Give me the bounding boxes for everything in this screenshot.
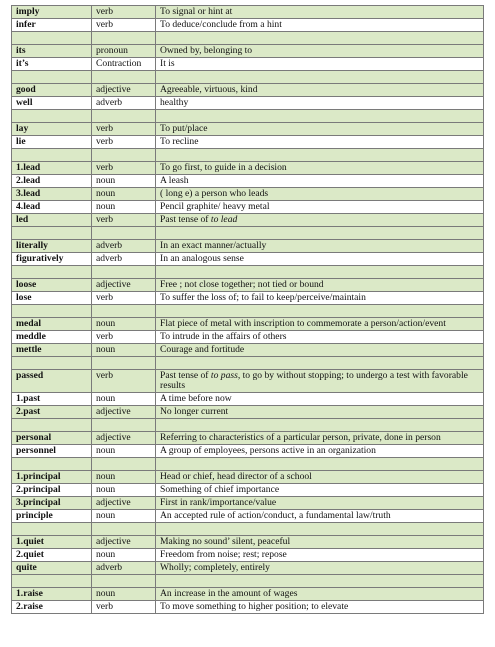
table-row — [12, 549, 484, 562]
part-of-speech-cell: adjective — [92, 406, 156, 419]
part-of-speech-cell: noun — [92, 201, 156, 214]
word-cell: medal — [12, 318, 92, 331]
definition-cell — [156, 97, 484, 110]
word-cell: well — [12, 97, 92, 110]
spacer-cell — [92, 575, 156, 588]
word-cell: 1.lead — [12, 162, 92, 175]
spacer-row — [12, 32, 484, 45]
part-of-speech-cell: noun — [92, 445, 156, 458]
spacer-cell — [12, 71, 92, 84]
part-of-speech-cell: verb — [92, 6, 156, 19]
part-of-speech-cell: noun — [92, 393, 156, 406]
table-row — [12, 201, 484, 214]
definition-text: A leash — [160, 175, 189, 186]
part-of-speech-cell: noun — [92, 510, 156, 523]
word-cell: good — [12, 84, 92, 97]
part-of-speech-cell: verb — [92, 123, 156, 136]
definition-text: It is — [160, 58, 175, 69]
word-cell: quite — [12, 562, 92, 575]
table-row — [12, 84, 484, 97]
word-cell: lay — [12, 123, 92, 136]
definition-text: Free ; not close together; not tied or bound — [160, 279, 324, 290]
part-of-speech-cell: verb — [92, 292, 156, 305]
definition-text: To signal or hint at — [160, 6, 233, 17]
spacer-row — [12, 305, 484, 318]
definition-cell — [156, 240, 484, 253]
definition-text: An accepted rule of action/conduct, a fundamental law/truth — [160, 510, 391, 521]
spacer-cell — [12, 357, 92, 370]
table-row — [12, 188, 484, 201]
part-of-speech-cell: noun — [92, 318, 156, 331]
definition-cell — [156, 253, 484, 266]
definition-text: To put/place — [160, 123, 208, 134]
spacer-row — [12, 227, 484, 240]
table-row — [12, 406, 484, 419]
part-of-speech-cell: adjective — [92, 279, 156, 292]
definition-cell — [156, 393, 484, 406]
spacer-cell — [92, 458, 156, 471]
spacer-cell — [156, 266, 484, 279]
definition-text: A group of employees, persons active in an organization — [160, 445, 376, 456]
spacer-cell — [92, 357, 156, 370]
word-cell: meddle — [12, 331, 92, 344]
definition-text: Referring to characteristics of a particular person, private, done in person — [160, 432, 441, 443]
definition-cell — [156, 445, 484, 458]
spacer-cell — [156, 575, 484, 588]
part-of-speech-cell: noun — [92, 484, 156, 497]
table-row — [12, 588, 484, 601]
definition-cell — [156, 370, 484, 393]
spacer-cell — [92, 305, 156, 318]
definition-text: A time before now — [160, 393, 232, 404]
spacer-cell — [156, 227, 484, 240]
spacer-cell — [92, 71, 156, 84]
spacer-row — [12, 357, 484, 370]
spacer-cell — [12, 32, 92, 45]
definition-text: To recline — [160, 136, 199, 147]
spacer-cell — [12, 266, 92, 279]
word-cell: lie — [12, 136, 92, 149]
word-cell: 1.raise — [12, 588, 92, 601]
definition-text: First in rank/importance/value — [160, 497, 277, 508]
word-cell: passed — [12, 370, 92, 393]
table-row — [12, 471, 484, 484]
definition-cell — [156, 536, 484, 549]
word-cell: 3.principal — [12, 497, 92, 510]
table-row — [12, 175, 484, 188]
spacer-cell — [92, 523, 156, 536]
word-cell: infer — [12, 19, 92, 32]
table-row — [12, 393, 484, 406]
part-of-speech-cell: verb — [92, 136, 156, 149]
spacer-cell — [12, 419, 92, 432]
definition-cell — [156, 19, 484, 32]
definition-cell — [156, 432, 484, 445]
word-cell: led — [12, 214, 92, 227]
spacer-cell — [92, 32, 156, 45]
spacer-cell — [156, 149, 484, 162]
definition-text: Something of chief importance — [160, 484, 280, 495]
word-cell: 1.principal — [12, 471, 92, 484]
definition-cell — [156, 484, 484, 497]
definition-text: To go first, to guide in a decision — [160, 162, 287, 173]
part-of-speech-cell: verb — [92, 331, 156, 344]
definition-cell — [156, 562, 484, 575]
definition-cell — [156, 292, 484, 305]
part-of-speech-cell: adverb — [92, 253, 156, 266]
definition-cell — [156, 549, 484, 562]
definition-cell — [156, 45, 484, 58]
spacer-cell — [12, 523, 92, 536]
definition-text: Courage and fortitude — [160, 344, 245, 355]
spacer-cell — [156, 32, 484, 45]
definition-text: Flat piece of metal with inscription to commemorate a person/action/event — [160, 318, 446, 329]
part-of-speech-cell: Contraction — [92, 58, 156, 71]
spacer-cell — [12, 575, 92, 588]
table-row — [12, 292, 484, 305]
definition-text: To intrude in the affairs of others — [160, 331, 287, 342]
spacer-row — [12, 523, 484, 536]
part-of-speech-cell: adjective — [92, 536, 156, 549]
word-cell: principle — [12, 510, 92, 523]
spacer-row — [12, 575, 484, 588]
part-of-speech-cell: adjective — [92, 84, 156, 97]
spacer-cell — [12, 458, 92, 471]
table-row — [12, 214, 484, 227]
definition-cell — [156, 279, 484, 292]
table-row — [12, 123, 484, 136]
table-row — [12, 136, 484, 149]
table-row — [12, 536, 484, 549]
definition-cell — [156, 175, 484, 188]
definition-cell — [156, 6, 484, 19]
part-of-speech-cell: verb — [92, 19, 156, 32]
part-of-speech-cell: verb — [92, 214, 156, 227]
definition-text: Pencil graphite/ heavy metal — [160, 201, 270, 212]
word-cell: 2.raise — [12, 601, 92, 614]
table-row — [12, 318, 484, 331]
definition-cell — [156, 497, 484, 510]
spacer-row — [12, 149, 484, 162]
table-row — [12, 253, 484, 266]
word-cell: 1.past — [12, 393, 92, 406]
part-of-speech-cell: verb — [92, 162, 156, 175]
definition-cell — [156, 58, 484, 71]
vocabulary-table — [11, 5, 484, 614]
part-of-speech-cell: adjective — [92, 432, 156, 445]
spacer-row — [12, 110, 484, 123]
part-of-speech-cell: noun — [92, 588, 156, 601]
word-cell: 2.lead — [12, 175, 92, 188]
spacer-cell — [12, 227, 92, 240]
table-row — [12, 484, 484, 497]
part-of-speech-cell: pronoun — [92, 45, 156, 58]
spacer-cell — [156, 305, 484, 318]
table-row — [12, 45, 484, 58]
table-row — [12, 432, 484, 445]
word-cell: 2.past — [12, 406, 92, 419]
definition-text: In an exact manner/actually — [160, 240, 267, 251]
definition-text: Head or chief, head director of a school — [160, 471, 312, 482]
definition-text: Freedom from noise; rest; repose — [160, 549, 287, 560]
definition-cell — [156, 214, 484, 227]
definition-text: Past tense of — [160, 214, 211, 225]
word-cell: lose — [12, 292, 92, 305]
part-of-speech-cell: noun — [92, 188, 156, 201]
definition-text: An increase in the amount of wages — [160, 588, 298, 599]
word-cell: 1.quiet — [12, 536, 92, 549]
table-row — [12, 510, 484, 523]
part-of-speech-cell: adverb — [92, 97, 156, 110]
word-cell: figuratively — [12, 253, 92, 266]
spacer-cell — [12, 110, 92, 123]
spacer-row — [12, 458, 484, 471]
spacer-cell — [92, 227, 156, 240]
table-row — [12, 445, 484, 458]
table-row — [12, 97, 484, 110]
part-of-speech-cell: noun — [92, 549, 156, 562]
definition-cell — [156, 588, 484, 601]
table-row — [12, 240, 484, 253]
definition-cell — [156, 201, 484, 214]
definition-cell — [156, 136, 484, 149]
word-cell: imply — [12, 6, 92, 19]
spacer-cell — [92, 266, 156, 279]
spacer-cell — [156, 523, 484, 536]
definition-cell — [156, 344, 484, 357]
spacer-row — [12, 266, 484, 279]
table-row — [12, 601, 484, 614]
definition-text: ( long e) a person who leads — [160, 188, 269, 199]
spacer-cell — [156, 71, 484, 84]
definition-cell — [156, 406, 484, 419]
spacer-cell — [156, 419, 484, 432]
spacer-row — [12, 71, 484, 84]
spacer-row — [12, 419, 484, 432]
table-row — [12, 497, 484, 510]
word-cell: personnel — [12, 445, 92, 458]
word-cell: mettle — [12, 344, 92, 357]
definition-cell — [156, 188, 484, 201]
part-of-speech-cell: noun — [92, 344, 156, 357]
definition-text: No longer current — [160, 406, 229, 417]
spacer-cell — [12, 149, 92, 162]
table-row — [12, 370, 484, 393]
word-cell: it’s — [12, 58, 92, 71]
word-cell: its — [12, 45, 92, 58]
word-cell: 4.lead — [12, 201, 92, 214]
table-row — [12, 331, 484, 344]
definition-text: Wholly; completely, entirely — [160, 562, 270, 573]
word-cell: personal — [12, 432, 92, 445]
table-body — [12, 6, 484, 614]
definition-text: In an analogous sense — [160, 253, 244, 264]
definition-text: Making no sound’ silent, peaceful — [160, 536, 291, 547]
definition-emphasis: to lead — [210, 214, 238, 225]
definition-cell — [156, 123, 484, 136]
word-cell: loose — [12, 279, 92, 292]
definition-cell — [156, 331, 484, 344]
definition-cell — [156, 318, 484, 331]
spacer-cell — [92, 149, 156, 162]
vocabulary-table-container — [11, 5, 484, 614]
definition-text: To move something to higher position; to elevate — [160, 601, 349, 612]
part-of-speech-cell: adverb — [92, 240, 156, 253]
table-row — [12, 162, 484, 175]
spacer-cell — [156, 110, 484, 123]
spacer-cell — [92, 110, 156, 123]
definition-text: To deduce/conclude from a hint — [160, 19, 282, 30]
spacer-cell — [92, 419, 156, 432]
definition-cell — [156, 471, 484, 484]
definition-text: healthy — [160, 97, 189, 108]
definition-text-tail: to go by without stopping; to undergo a test with favorable results — [160, 370, 468, 391]
word-cell: 2.quiet — [12, 549, 92, 562]
definition-cell — [156, 162, 484, 175]
definition-cell — [156, 510, 484, 523]
part-of-speech-cell: noun — [92, 175, 156, 188]
table-row — [12, 344, 484, 357]
table-row — [12, 19, 484, 32]
spacer-cell — [12, 305, 92, 318]
word-cell: 2.principal — [12, 484, 92, 497]
table-row — [12, 58, 484, 71]
table-row — [12, 6, 484, 19]
word-cell: literally — [12, 240, 92, 253]
definition-emphasis: to pass, — [210, 370, 241, 381]
part-of-speech-cell: verb — [92, 370, 156, 393]
word-cell: 3.lead — [12, 188, 92, 201]
definition-text: Owned by, belonging to — [160, 45, 253, 56]
table-row — [12, 562, 484, 575]
definition-text: To suffer the loss of; to fail to keep/perceive/maintain — [160, 292, 366, 303]
spacer-cell — [156, 458, 484, 471]
part-of-speech-cell: noun — [92, 471, 156, 484]
definition-cell — [156, 84, 484, 97]
table-row — [12, 279, 484, 292]
spacer-cell — [156, 357, 484, 370]
definition-cell — [156, 601, 484, 614]
part-of-speech-cell: verb — [92, 601, 156, 614]
part-of-speech-cell: adjective — [92, 497, 156, 510]
definition-text: Agreeable, virtuous, kind — [160, 84, 258, 95]
part-of-speech-cell: adverb — [92, 562, 156, 575]
definition-text: Past tense of — [160, 370, 211, 381]
